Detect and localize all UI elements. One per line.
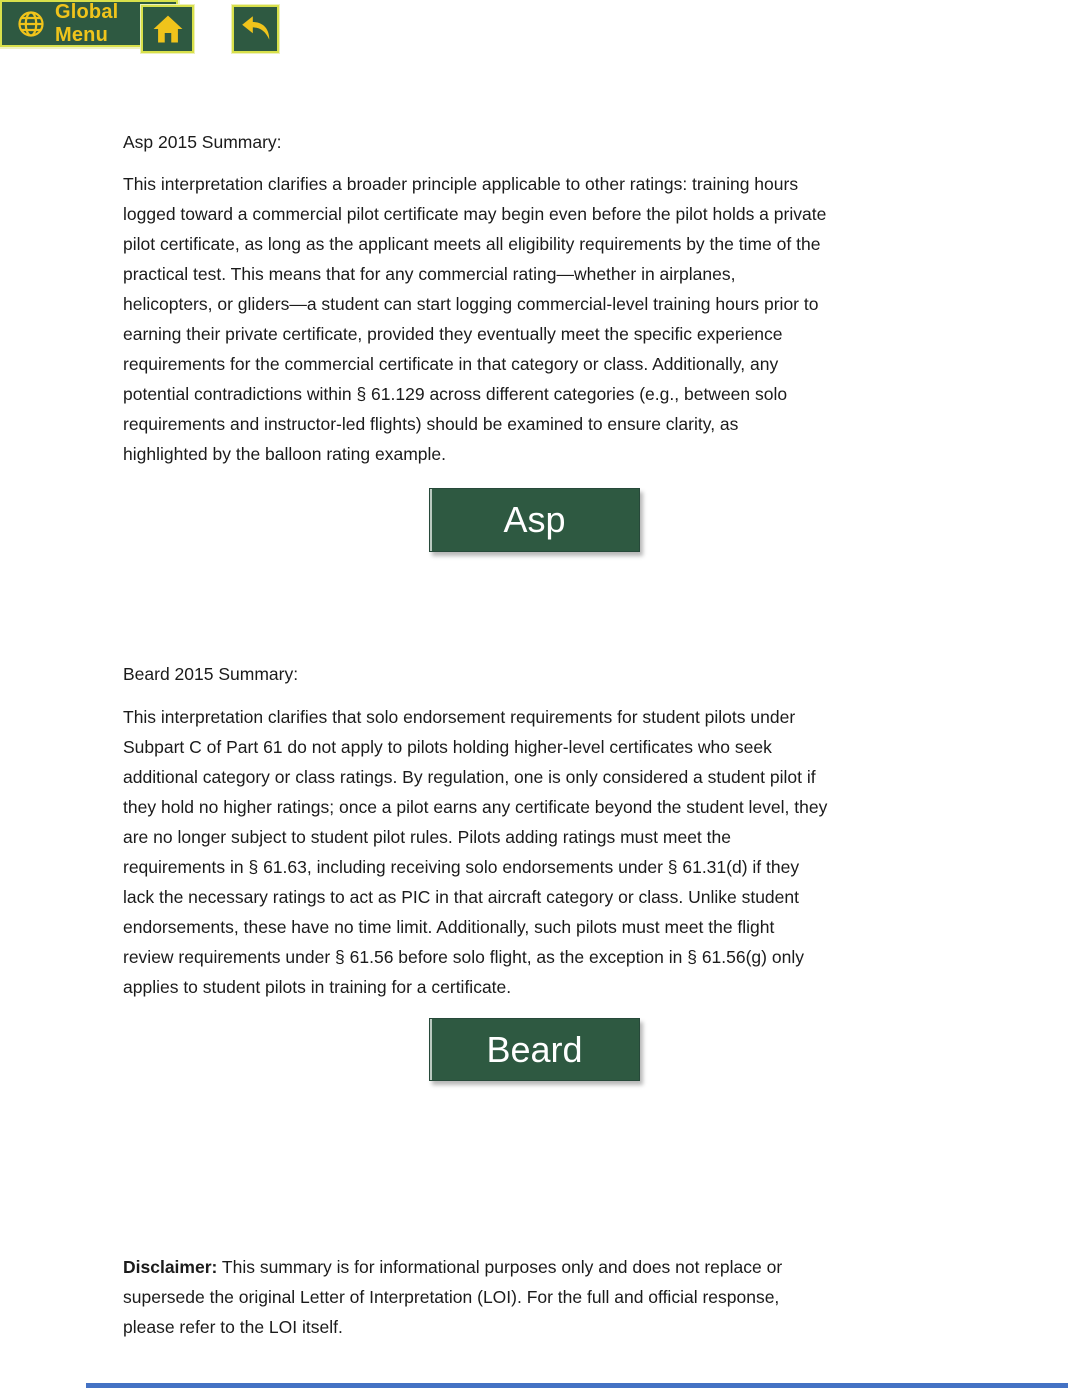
disclaimer-label: Disclaimer:: [123, 1257, 218, 1277]
global-menu-label: Global Menu: [55, 0, 119, 46]
asp-button[interactable]: Asp: [429, 488, 640, 552]
paragraph-line: This interpretation clarifies a broader principle applicable to other ratings: training hours: [123, 174, 799, 194]
beard-button[interactable]: Beard: [429, 1018, 640, 1081]
paragraph-line: requirements for the commercial certificate in that category or class. Additionally, any: [123, 354, 779, 374]
disclaimer-line: please refer to the LOI itself.: [123, 1317, 343, 1337]
paragraph-line: endorsements, these have no time limit. Additionally, such pilots must meet the flight: [123, 917, 775, 937]
disclaimer-text: [123, 1252, 782, 1342]
bottom-scroll-bar: [86, 1383, 1068, 1388]
back-button[interactable]: [232, 5, 279, 53]
paragraph-line: additional category or class ratings. By regulation, one is only considered a student pilot if: [123, 767, 816, 787]
globe-icon: [16, 9, 46, 39]
home-icon: [150, 12, 186, 46]
paragraph-line: logged toward a commercial pilot certificate may begin even before the pilot holds a private: [123, 204, 827, 224]
paragraph-line: requirements in § 61.63, including receiving solo endorsements under § 61.31(d) if they: [123, 857, 800, 877]
paragraph-line: highlighted by the balloon rating example.: [123, 444, 446, 464]
paragraph-line: requirements and instructor-led flights) should be examined to ensure clarity, as: [123, 414, 739, 434]
paragraph-line: potential contradictions within § 61.129 across different categories (e.g., between solo: [123, 384, 788, 404]
paragraph-line: lack the necessary ratings to act as PIC in that aircraft category or class. Unlike student: [123, 887, 799, 907]
disclaimer-line: Disclaimer: This summary is for informational purposes only and does not replace or: [123, 1257, 783, 1277]
paragraph-line: are no longer subject to student pilot rules. Pilots adding ratings must meet the: [123, 827, 731, 847]
asp-summary-paragraph: [123, 169, 953, 469]
paragraph-line: pilot certificate, as long as the applicant meets all eligibility requirements by the time of the: [123, 234, 821, 254]
paragraph-line: they hold no higher ratings; once a pilot earns any certificate beyond the student level, they: [123, 797, 828, 817]
beard-summary-paragraph: [123, 702, 953, 1002]
paragraph-line: earning their private certificate, provided they eventually meet the specific experience: [123, 324, 783, 344]
paragraph-line: applies to student pilots in training for a certificate.: [123, 977, 512, 997]
disclaimer-line: supersede the original Letter of Interpretation (LOI). For the full and official response,: [123, 1287, 780, 1307]
home-button[interactable]: [141, 5, 194, 53]
beard-section-heading: Beard 2015 Summary:: [123, 664, 299, 684]
paragraph-line: This interpretation clarifies that solo endorsement requirements for student pilots under: [123, 707, 796, 727]
paragraph-line: helicopters, or gliders—a student can start logging commercial-level training hours prior to: [123, 294, 819, 314]
asp-section-heading: Asp 2015 Summary:: [123, 132, 282, 152]
paragraph-line: review requirements under § 61.56 before solo flight, as the exception in § 61.56(g) only: [123, 947, 804, 967]
back-arrow-icon: [239, 13, 273, 45]
paragraph-line: Subpart C of Part 61 do not apply to pilots holding higher-level certificates who seek: [123, 737, 772, 757]
paragraph-line: practical test. This means that for any commercial rating—whether in airplanes,: [123, 264, 736, 284]
